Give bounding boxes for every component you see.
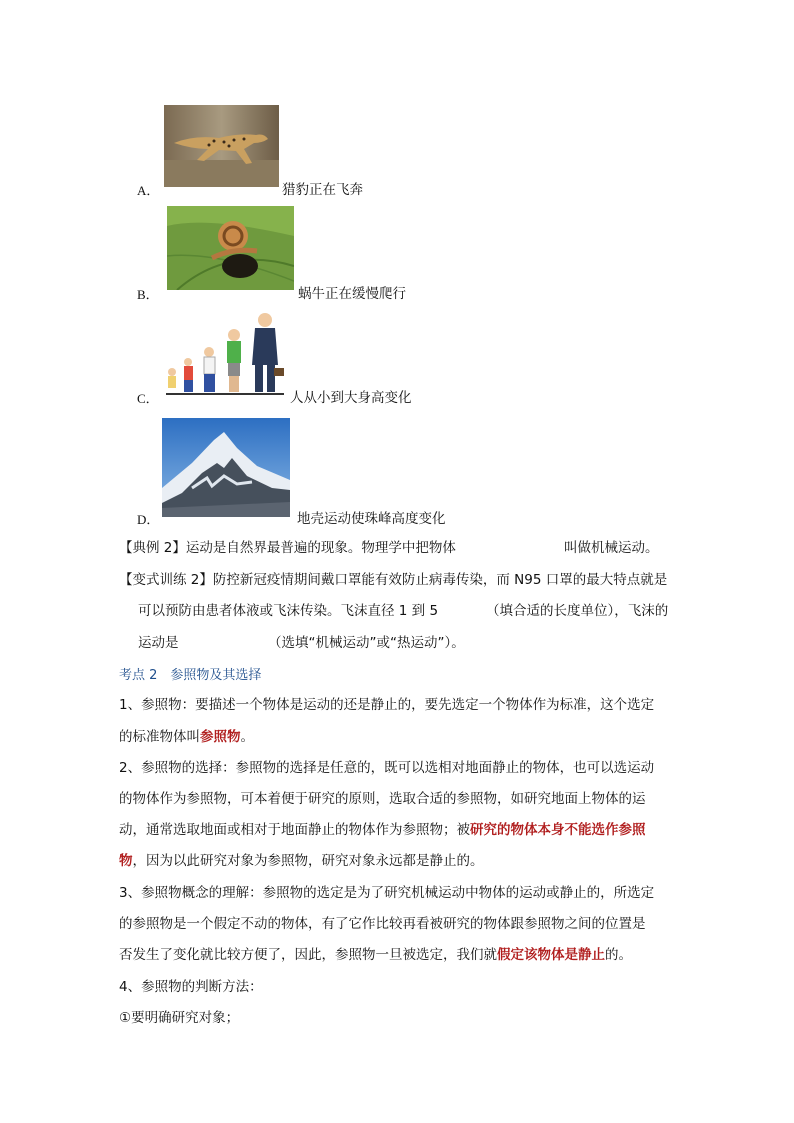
snail-photo [167,206,294,290]
example-2-tail: 叫做机械运动。 [564,540,659,556]
p2-line3-text: 动，通常选取地面或相对于地面静止的物体作为参照物；被 [119,822,470,838]
training-2-tag: 【变式训练 2】 [119,572,213,588]
option-b-letter: B． [137,287,159,302]
option-d-letter: D． [137,512,160,527]
example-2-line [119,538,456,558]
p3-line3 [119,945,632,965]
training-2-line2b: （填合适的长度单位），飞沫的 [486,603,669,619]
p1-line1: 1、参照物：要描述一个物体是运动的还是静止的，要先选定一个物体作为标准，这个选定 [119,697,655,713]
training-2-line1 [119,570,667,590]
p3-line3-text: 否发生了变化就比较方便了，因此，参照物一旦被选定，我们就 [119,947,497,963]
p2-line3 [119,820,646,840]
option-d-text: 地壳运动使珠峰高度变化 [297,511,446,527]
example-2-text: 运动是自然界最普遍的现象。物理学中把物体 [185,540,456,556]
option-c-letter: C． [137,391,159,406]
p2-line4-red: 物 [119,853,133,869]
p2-line4 [119,851,484,871]
option-a-text: 猎豹正在飞奔 [282,182,363,198]
training-2-line2a: 可以预防由患者体液或飞沫传染。飞沫直径 1 到 5 [138,603,439,619]
p3-line2: 的参照物是一个假定不动的物体，有了它作比较再看被研究的物体跟参照物之间的位置是 [119,916,646,932]
p3-line3-end: 的。 [605,947,632,963]
option-c-text: 人从小到大身高变化 [290,390,412,406]
p2-line1: 2、参照物的选择：参照物的选择是任意的，既可以选相对地面静止的物体，也可以选运动 [119,760,655,776]
section-title: 考点 2 参照物及其选择 [119,668,262,683]
p3-line1: 3、参照物概念的理解：参照物的选定是为了研究机械运动中物体的运动或静止的，所选定 [119,885,655,901]
p4-line: 4、参照物的判断方法： [119,979,263,995]
cheetah-photo [164,105,279,187]
p2-line3-red: 研究的物体本身不能选作参照 [470,822,646,838]
p5-line: ①要明确研究对象； [119,1010,240,1026]
example-2-tag: 【典例 2】 [119,540,186,556]
mountain-photo [162,418,290,517]
training-2-line3b: （选填“机械运动”或“热运动”）。 [268,635,465,651]
training-2-line3a: 运动是 [138,635,179,651]
p1-line2-end: 。 [240,729,254,745]
p1-line2-text: 的标准物体叫 [119,729,200,745]
growth-illustration [164,310,286,397]
p2-line4-text: ，因为以此研究对象为参照物，研究对象永远都是静止的。 [132,853,484,869]
training-2-text: 防控新冠疫情期间戴口罩能有效防止病毒传染，而 N95 口罩的最大特点就是 [212,572,668,588]
p3-line3-red: 假定该物体是静止 [497,947,605,963]
p2-line2: 的物体作为参照物，可本着便于研究的原则，选取合适的参照物，如研究地面上物体的运 [119,791,646,807]
option-b-text: 蜗牛正在缓慢爬行 [298,286,406,302]
option-a-letter: A． [137,183,160,198]
p1-term-reference: 参照物 [200,729,241,745]
p1-line2 [119,727,254,747]
